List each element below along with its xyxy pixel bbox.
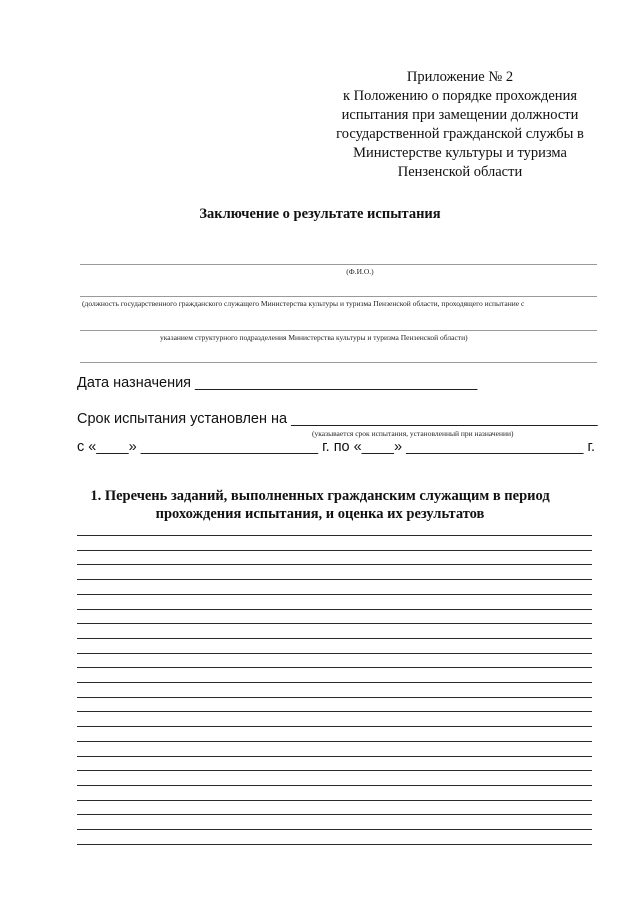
appendix-line: Министерстве культуры и туризма: [353, 145, 567, 161]
department-hint: указанием структурного подразделения Министерства культуры и туризма Пензенской области): [160, 333, 468, 342]
section-1-title-line: прохождения испытания, и оценка их результатов: [155, 506, 485, 522]
writing-line[interactable]: [77, 741, 592, 742]
fio-hint: (Ф.И.О.): [346, 267, 374, 276]
writing-line[interactable]: [77, 623, 592, 624]
appendix-header: [320, 68, 600, 182]
writing-line[interactable]: [77, 638, 592, 639]
writing-line[interactable]: [77, 682, 592, 683]
position-hint: (должность государственного гражданского служащего Министерства культуры и туризма Пензенской области, проходящего испытание с: [82, 299, 525, 308]
section-1-title: [0, 487, 640, 523]
appendix-line: испытания при замещении должности: [341, 107, 579, 123]
appointment-date-field[interactable]: Дата назначения ___________________________________: [77, 375, 478, 391]
writing-line[interactable]: [77, 844, 592, 845]
appendix-line: к Положению о порядке прохождения: [343, 88, 577, 104]
writing-line[interactable]: [77, 814, 592, 815]
writing-line[interactable]: [77, 697, 592, 698]
writing-line[interactable]: [77, 829, 592, 830]
writing-line[interactable]: [77, 785, 592, 786]
probation-hint: (указывается срок испытания, установленный при назначении): [312, 429, 514, 438]
writing-line[interactable]: [77, 726, 592, 727]
writing-line[interactable]: [77, 564, 592, 565]
appendix-line: Приложение № 2: [406, 69, 514, 85]
writing-line[interactable]: [77, 579, 592, 580]
writing-line[interactable]: [77, 756, 592, 757]
document-title: Заключение о результате испытания: [199, 206, 441, 222]
writing-line[interactable]: [77, 550, 592, 551]
writing-line[interactable]: [77, 609, 592, 610]
writing-line[interactable]: [77, 653, 592, 654]
section-1-title-line: 1. Перечень заданий, выполненных гражданским служащим в период: [90, 488, 550, 504]
writing-line[interactable]: [77, 535, 592, 536]
probation-period-field[interactable]: с «____» ______________________ г. по «____» ______________________ г.: [77, 439, 596, 455]
writing-line[interactable]: [77, 770, 592, 771]
writing-line[interactable]: [77, 667, 592, 668]
fio-field-line[interactable]: [80, 264, 597, 265]
extra-field-line[interactable]: [80, 362, 597, 363]
appendix-line: государственной гражданской службы в: [336, 126, 584, 142]
writing-line[interactable]: [77, 711, 592, 712]
probation-term-field[interactable]: Срок испытания установлен на ______________________________________: [77, 411, 598, 427]
writing-line[interactable]: [77, 800, 592, 801]
writing-line[interactable]: [77, 594, 592, 595]
position-field-line[interactable]: [80, 296, 597, 297]
department-field-line[interactable]: [80, 330, 597, 331]
appendix-line: Пензенской области: [397, 164, 523, 180]
